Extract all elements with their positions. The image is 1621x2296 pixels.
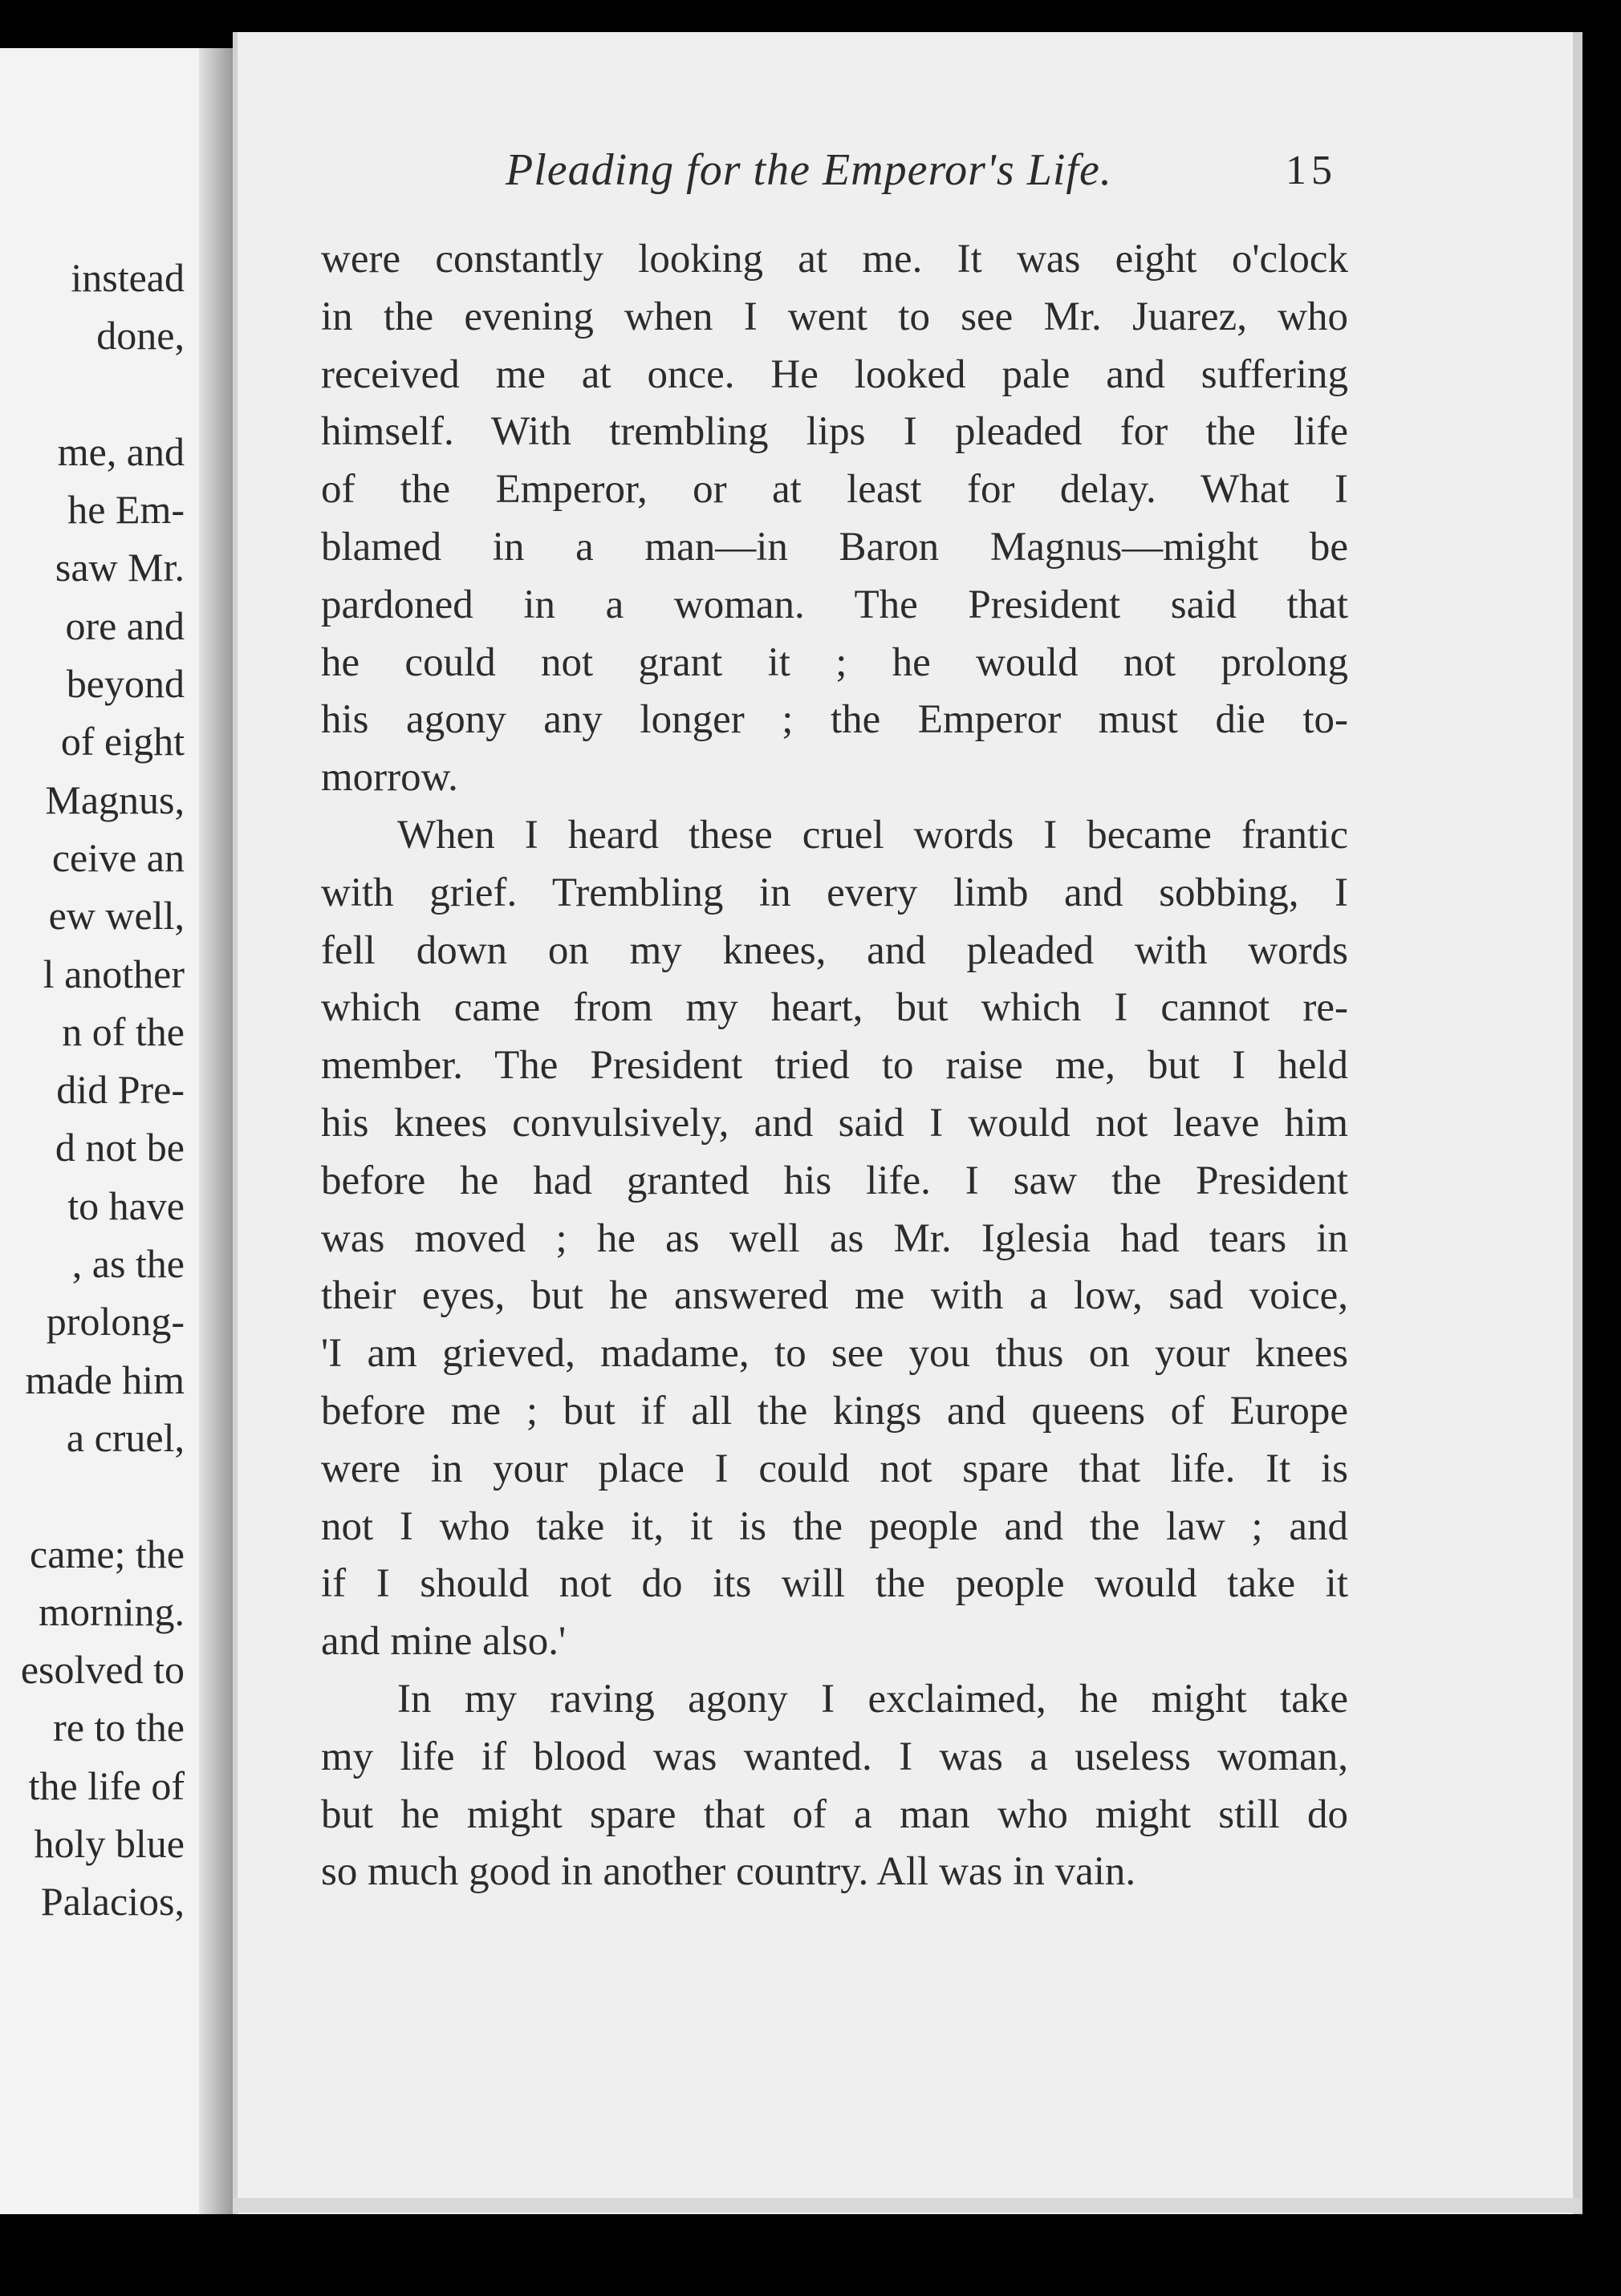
text-line: my life if blood was wanted. I was a useless woman, (321, 1734, 1348, 1779)
text-line: if I should not do its will the people would take it (321, 1561, 1348, 1607)
previous-page-line: he Em- (67, 487, 185, 533)
text-line: When I heard these cruel words I became frantic (397, 812, 1348, 858)
text-line: which came from my heart, but which I cannot re- (321, 985, 1348, 1031)
page-edge (1573, 32, 1582, 2214)
text-line: their eyes, but he answered me with a low, sad voice, (321, 1273, 1348, 1319)
previous-page-line: holy blue (34, 1821, 185, 1867)
text-line: of the Emperor, or at least for delay. What I (321, 467, 1348, 513)
running-title: Pleading for the Emperor's Life. (506, 145, 1112, 195)
previous-page-line: l another (43, 951, 185, 996)
previous-page-line: ore and (65, 602, 185, 648)
text-line: before he had granted his life. I saw the President (321, 1158, 1348, 1203)
text-line: fell down on my knees, and pleaded with words (321, 927, 1348, 973)
previous-page-line: done, (96, 313, 185, 359)
previous-page-line: the life of (28, 1763, 185, 1808)
previous-page-line: did Pre- (56, 1067, 185, 1113)
paragraph (321, 231, 1348, 807)
text-line: before me ; but if all the kings and queens of Europe (321, 1388, 1348, 1434)
text-line: was moved ; he as well as Mr. Iglesia had tears in (321, 1215, 1348, 1261)
page-number: 15 (1286, 148, 1337, 193)
previous-page-line: to have (67, 1182, 185, 1228)
text-line: himself. With trembling lips I pleaded for the life (321, 409, 1348, 455)
text-line: 'I am grieved, madame, to see you thus on your knees (321, 1331, 1348, 1377)
previous-page-line: prolong- (46, 1299, 185, 1345)
previous-page-line: morning. (39, 1588, 185, 1634)
text-line: but he might spare that of a man who might still do (321, 1791, 1348, 1837)
previous-page-line (0, 365, 185, 423)
previous-page-line: ew well, (48, 893, 185, 939)
previous-page-line: ceive an (51, 834, 185, 880)
text-line: blamed in a man—in Baron Magnus—might be (321, 524, 1348, 570)
body-text (321, 231, 1348, 1901)
text-line: not I who take it, it is the people and the law ; and (321, 1503, 1348, 1549)
text-line: received me at once. He looked pale and suffering (321, 351, 1348, 397)
previous-page-line: made him (25, 1357, 185, 1402)
previous-page-line: a cruel, (66, 1414, 185, 1460)
paragraph (321, 807, 1348, 1671)
previous-page-line (0, 1466, 185, 1524)
previous-page-line: of eight (60, 719, 185, 765)
text-line: In my raving agony I exclaimed, he might take (397, 1676, 1348, 1722)
previous-page-line: saw Mr. (55, 545, 185, 590)
previous-page-text (0, 249, 185, 1931)
previous-page-line: , as the (71, 1241, 185, 1287)
previous-page-line: d not be (55, 1125, 185, 1170)
text-line: so much good in another country. All was in vain. (321, 1849, 1136, 1895)
text-line: member. The President tried to raise me, but I held (321, 1043, 1348, 1089)
text-line: pardoned in a woman. The President said that (321, 582, 1348, 627)
text-line: were in your place I could not spare that life. It is (321, 1446, 1348, 1491)
previous-page-line: re to the (53, 1705, 185, 1750)
paragraph (321, 1671, 1348, 1901)
previous-page-line: Magnus, (45, 777, 185, 822)
text-line: and mine also.' (321, 1619, 567, 1665)
previous-page-line: n of the (62, 1008, 185, 1054)
previous-page-line: Palacios, (40, 1879, 185, 1925)
page-bottom-edge (233, 2198, 1581, 2213)
text-line: in the evening when I went to see Mr. Juarez, who (321, 294, 1348, 339)
previous-page-line: instead (71, 255, 185, 300)
previous-page-line: esolved to (20, 1647, 185, 1693)
text-line: were constantly looking at me. It was eight o'clock (321, 237, 1348, 282)
previous-page-line: came; the (30, 1531, 185, 1576)
previous-page-line: me, and (57, 428, 185, 474)
text-line: with grief. Trembling in every limb and sobbing, I (321, 870, 1348, 915)
text-line: he could not grant it ; he would not prolong (321, 639, 1348, 685)
text-line: his agony any longer ; the Emperor must die to- (321, 697, 1348, 743)
text-line: his knees convulsively, and said I would not leave him (321, 1100, 1348, 1146)
previous-page-line: beyond (66, 661, 185, 707)
text-line: morrow. (321, 755, 458, 801)
